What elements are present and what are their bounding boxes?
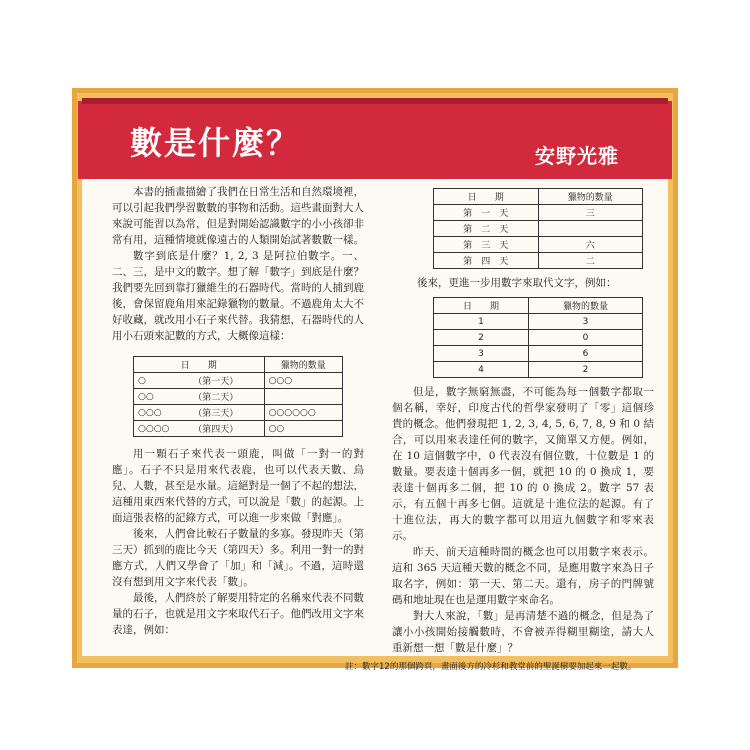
table-header: 日 期 (134, 357, 265, 373)
table-row (134, 389, 343, 405)
table-row (434, 221, 643, 237)
table-row (434, 205, 643, 221)
words-table (433, 188, 643, 269)
table-cell: 第 三 天 (434, 237, 539, 253)
table-cell: 第 四 天 (434, 253, 539, 269)
table-cell: （第四天） (189, 421, 264, 437)
table-row (134, 405, 343, 421)
table-cell: 4 (434, 362, 529, 378)
table-header: 獵物的數量 (529, 298, 643, 314)
table-header: 獵物的數量 (538, 189, 643, 205)
table-cell: 0 (529, 330, 643, 346)
table-cell: ○○○○ (134, 421, 190, 437)
table-cell: ○○ (134, 389, 190, 405)
table-cell: 1 (434, 314, 529, 330)
table-cell: 六 (538, 237, 643, 253)
table-row (134, 421, 343, 437)
table-row (434, 237, 643, 253)
table-cell: 2 (529, 362, 643, 378)
table-cell: 3 (434, 346, 529, 362)
left-column-continued (112, 446, 364, 638)
right-column (392, 384, 654, 656)
table-row (434, 330, 643, 346)
left-column (112, 184, 364, 344)
author-name: 安野光雅 (535, 144, 619, 168)
table-header: 日 期 (434, 189, 539, 205)
table-cell: （第二天） (189, 389, 264, 405)
table-cell (538, 221, 643, 237)
paragraph: 對大人來說，「數」是再清楚不過的概念，但是為了讓小小孩開始接觸數時，不會被弄得糊里糊塗，請大人重新想一想「數是什麼」？ (392, 610, 654, 654)
paragraph: 後來，人們會比較石子數量的多寡。發現昨天（第三天）抓到的鹿比今天（第四天）多。利用一對一的對應方式，人們又學會了「加」和「減」。不過，這時還沒有想到用文字來代表「數」。 (112, 528, 364, 588)
transition-line: 後來，更進一步用數字來取代文字，例如： (417, 277, 617, 289)
table-row (434, 362, 643, 378)
table-cell: （第三天） (189, 405, 264, 421)
paragraph: 最後，人們終於了解要用特定的名稱來代表不同數量的石子，也就是用文字來取代石子。他們改用文字來表達，例如： (112, 592, 364, 636)
table-cell (264, 389, 342, 405)
table-header: 獵物的數量 (264, 357, 342, 373)
table-cell: （第一天） (189, 373, 264, 389)
table-cell: ○○○ (134, 405, 190, 421)
table-row (434, 253, 643, 269)
table-cell: ○○○ (264, 373, 342, 389)
table-cell: 3 (529, 314, 643, 330)
page-title: 數是什麼？ (130, 124, 301, 162)
numbers-table (433, 297, 643, 378)
paragraph: 但是，數字無窮無盡，不可能為每一個數字都取一個名稱，幸好，印度古代的哲學家發明了「零」這個珍貴的概念。他們發現把 1, 2, 3, 4, 5, 6, 7, 8, 9 和 0 結合，可以用來表達任何的數字，又簡單又方便。例如，在 10 這個數字中，0 代表沒有個位數，十位數是 1 的數量。要表達十個再多一個，就把 10 的 0 換成 1，要表達十個再多二個，把 10 的 0 換成 2。數字 57 表示，有五個十再多七個。這就是十進位法的起源。有了十進位法，再大的數字都可以用這九個數字和零來表示。 (392, 386, 654, 542)
paragraph: 用一顆石子來代表一頭鹿，叫做「一對一的對應」。石子不只是用來代表鹿，也可以代表天數、鳥兒、人數，甚至是水量。這絕對是一個了不起的想法，這種用東西來代替的方式，可以說是「數」的起源。上面這張表格的記錄方式，可以進一步來做「對應」。 (112, 448, 364, 524)
table-cell: ○○○○○○ (264, 405, 342, 421)
table-row (134, 373, 343, 389)
footnote: 註：數字12的那個跨頁，畫面後方的冷杉和教堂前的聖誕樹要加起來一起數。 (345, 662, 637, 672)
table-header: 日 期 (434, 298, 529, 314)
table-cell: 第 二 天 (434, 221, 539, 237)
table-cell: 6 (529, 346, 643, 362)
banner-top-strip (82, 98, 668, 104)
table-cell: ○○ (264, 421, 342, 437)
paragraph: 數字到底是什麼？1, 2, 3 是阿拉伯數字。一、二、三，是中文的數字。想了解「數字」到底是什麼？我們要先回到靠打獵維生的石器時代。當時的人捕到鹿後，會保留鹿角用來記錄獵物的數量。不過鹿角太大不好收藏，就改用小石子來代替。我猜想，石器時代的人用小石頭來記數的方式，大概像這樣： (112, 250, 364, 342)
table-cell: 第 一 天 (434, 205, 539, 221)
paragraph: 本書的插畫描繪了我們在日常生活和自然環境裡，可以引起我們學習數數的事物和活動。這些畫面對大人來說可能習以為常，但是對開始認識數字的小小孩卻非常有用，這種情境就像遠古的人類開始試著數數一樣。 (112, 186, 364, 246)
table-cell: 三 (538, 205, 643, 221)
table-row (434, 346, 643, 362)
table-cell: 2 (434, 330, 529, 346)
stones-table (133, 356, 343, 437)
table-cell: 二 (538, 253, 643, 269)
table-cell: ○ (134, 373, 190, 389)
table-row (434, 314, 643, 330)
paragraph: 昨天、前天這種時間的概念也可以用數字來表示。這和 365 天這種天數的概念不同，是應用數字來為日子取名字，例如：第一天、第二天。還有，房子的門牌號碼和地址現在也是運用數字來命名。 (392, 546, 654, 606)
